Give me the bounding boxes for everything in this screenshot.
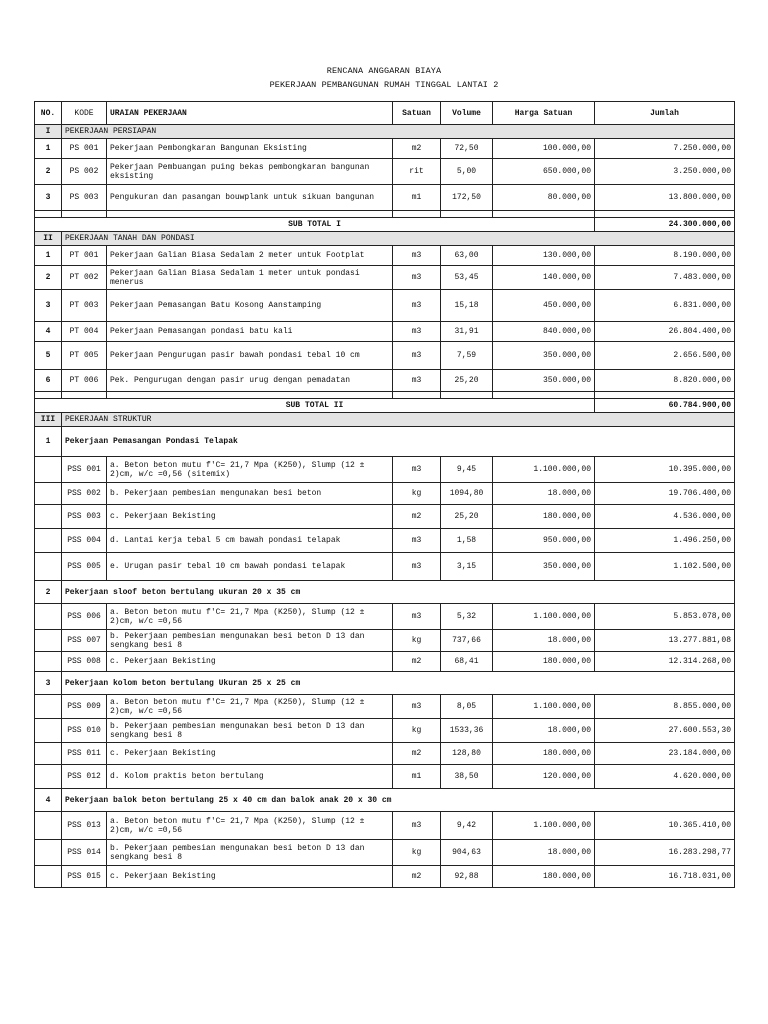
item-volume: 1533,36 — [441, 719, 493, 743]
table-body — [35, 125, 735, 888]
spacer-cell — [493, 211, 595, 218]
item-volume: 128,80 — [441, 743, 493, 765]
item-jumlah: 7.483.000,00 — [595, 266, 735, 290]
item-uraian: d. Kolom praktis beton bertulang — [107, 765, 393, 789]
item-harga-satuan: 140.000,00 — [493, 266, 595, 290]
table-row — [35, 457, 735, 483]
table-row — [35, 185, 735, 211]
table-row — [35, 370, 735, 392]
item-kode: PSS 011 — [62, 743, 107, 765]
item-satuan: m3 — [393, 457, 441, 483]
item-volume: 15,18 — [441, 290, 493, 322]
item-number: 3 — [35, 185, 62, 211]
section-label: PEKERJAAN TANAH DAN PONDASI — [62, 232, 735, 246]
header-no: NO. — [35, 102, 62, 125]
spacer-cell — [62, 211, 107, 218]
item-kode: PS 002 — [62, 159, 107, 185]
item-jumlah: 1.496.250,00 — [595, 529, 735, 553]
item-satuan: m3 — [393, 246, 441, 266]
group-row — [35, 427, 735, 457]
item-uraian: Pekerjaan Pemasangan Batu Kosong Aanstamping — [107, 290, 393, 322]
item-uraian: a. Beton beton mutu f'C= 21,7 Mpa (K250), Slump (12 ± 2)cm, w/c =0,56 — [107, 695, 393, 719]
item-uraian: Pekerjaan Pembuangan puing bekas pembongkaran bangunan eksisting — [107, 159, 393, 185]
item-uraian: c. Pekerjaan Bekisting — [107, 743, 393, 765]
item-volume: 38,50 — [441, 765, 493, 789]
table-row — [35, 604, 735, 630]
item-number — [35, 765, 62, 789]
table-row — [35, 159, 735, 185]
item-harga-satuan: 180.000,00 — [493, 505, 595, 529]
item-harga-satuan: 130.000,00 — [493, 246, 595, 266]
item-jumlah: 10.365.410,00 — [595, 812, 735, 840]
item-uraian: a. Beton beton mutu f'C= 21,7 Mpa (K250), Slump (12 ± 2)cm, w/c =0,56 (sitemix) — [107, 457, 393, 483]
item-uraian: b. Pekerjaan pembesian mengunakan besi beton D 13 dan sengkang besi 8 — [107, 719, 393, 743]
item-number — [35, 483, 62, 505]
subtotal-label: SUB TOTAL II — [35, 399, 595, 413]
document-subtitle: PEKERJAAN PEMBANGUNAN RUMAH TINGGAL LANTAI 2 — [269, 80, 499, 90]
item-harga-satuan: 18.000,00 — [493, 719, 595, 743]
group-row — [35, 581, 735, 604]
item-uraian: c. Pekerjaan Bekisting — [107, 505, 393, 529]
group-label: Pekerjaan balok beton bertulang 25 x 40 cm dan balok anak 20 x 30 cm — [62, 789, 735, 812]
item-number: 6 — [35, 370, 62, 392]
item-satuan: m3 — [393, 604, 441, 630]
header-kode: KODE — [62, 102, 107, 125]
section-number: I — [35, 125, 62, 139]
group-label: Pekerjaan kolom beton bertulang Ukuran 25 x 25 cm — [62, 672, 735, 695]
item-kode: PSS 015 — [62, 866, 107, 888]
spacer-cell — [595, 392, 735, 399]
item-uraian: b. Pekerjaan pembesian mengunakan besi beton D 13 dan sengkang besi 8 — [107, 840, 393, 866]
item-harga-satuan: 18.000,00 — [493, 630, 595, 652]
item-uraian: c. Pekerjaan Bekisting — [107, 652, 393, 672]
item-jumlah: 13.277.881,08 — [595, 630, 735, 652]
item-harga-satuan: 1.100.000,00 — [493, 457, 595, 483]
item-volume: 904,63 — [441, 840, 493, 866]
item-volume: 31,91 — [441, 322, 493, 342]
item-harga-satuan: 180.000,00 — [493, 743, 595, 765]
table-row — [35, 866, 735, 888]
table-row — [35, 322, 735, 342]
item-number — [35, 719, 62, 743]
item-kode: PSS 005 — [62, 553, 107, 581]
group-number: 4 — [35, 789, 62, 812]
spacer-cell — [441, 211, 493, 218]
item-volume: 25,20 — [441, 505, 493, 529]
item-jumlah: 5.853.078,00 — [595, 604, 735, 630]
table-row — [35, 266, 735, 290]
table-row — [35, 529, 735, 553]
item-harga-satuan: 1.100.000,00 — [493, 604, 595, 630]
item-satuan: kg — [393, 719, 441, 743]
spacer-cell — [62, 392, 107, 399]
item-harga-satuan: 350.000,00 — [493, 342, 595, 370]
subtotal-value: 24.300.000,00 — [595, 218, 735, 232]
item-volume: 9,42 — [441, 812, 493, 840]
table-row — [35, 342, 735, 370]
item-number — [35, 866, 62, 888]
item-kode: PSS 006 — [62, 604, 107, 630]
header-volume: Volume — [441, 102, 493, 125]
item-volume: 92,88 — [441, 866, 493, 888]
table-row — [35, 765, 735, 789]
item-jumlah: 7.250.000,00 — [595, 139, 735, 159]
spacer-row — [35, 392, 735, 399]
item-jumlah: 13.800.000,00 — [595, 185, 735, 211]
item-number: 2 — [35, 159, 62, 185]
item-number — [35, 695, 62, 719]
item-uraian: c. Pekerjaan Bekisting — [107, 866, 393, 888]
item-number: 1 — [35, 139, 62, 159]
item-uraian: e. Urugan pasir tebal 10 cm bawah pondasi telapak — [107, 553, 393, 581]
table-row — [35, 719, 735, 743]
item-jumlah: 6.831.000,00 — [595, 290, 735, 322]
table-header-row — [35, 102, 735, 125]
item-jumlah: 19.706.400,00 — [595, 483, 735, 505]
header-satuan: Satuan — [393, 102, 441, 125]
item-satuan: m3 — [393, 322, 441, 342]
item-satuan: m3 — [393, 290, 441, 322]
group-label: Pekerjaan Pemasangan Pondasi Telapak — [62, 427, 735, 457]
item-kode: PT 006 — [62, 370, 107, 392]
group-label: Pekerjaan sloof beton bertulang ukuran 20 x 35 cm — [62, 581, 735, 604]
item-number — [35, 630, 62, 652]
item-harga-satuan: 18.000,00 — [493, 840, 595, 866]
item-volume: 72,50 — [441, 139, 493, 159]
item-satuan: rit — [393, 159, 441, 185]
item-uraian: Pekerjaan Pengurugan pasir bawah pondasi tebal 10 cm — [107, 342, 393, 370]
item-kode: PT 003 — [62, 290, 107, 322]
section-number: II — [35, 232, 62, 246]
item-kode: PSS 004 — [62, 529, 107, 553]
item-volume: 737,66 — [441, 630, 493, 652]
subtotal-row — [35, 399, 735, 413]
item-satuan: m2 — [393, 652, 441, 672]
spacer-cell — [493, 392, 595, 399]
spacer-cell — [107, 211, 393, 218]
item-satuan: m3 — [393, 266, 441, 290]
item-jumlah: 2.656.500,00 — [595, 342, 735, 370]
table-row — [35, 483, 735, 505]
item-satuan: m3 — [393, 342, 441, 370]
group-number: 1 — [35, 427, 62, 457]
item-uraian: a. Beton beton mutu f'C= 21,7 Mpa (K250), Slump (12 ± 2)cm, w/c =0,56 — [107, 812, 393, 840]
item-jumlah: 23.184.000,00 — [595, 743, 735, 765]
item-volume: 7,59 — [441, 342, 493, 370]
item-uraian: Pekerjaan Pemasangan pondasi batu kali — [107, 322, 393, 342]
item-jumlah: 8.820.000,00 — [595, 370, 735, 392]
item-jumlah: 3.250.000,00 — [595, 159, 735, 185]
item-harga-satuan: 950.000,00 — [493, 529, 595, 553]
item-satuan: m3 — [393, 553, 441, 581]
section-number: III — [35, 413, 62, 427]
table-row — [35, 652, 735, 672]
item-harga-satuan: 1.100.000,00 — [493, 812, 595, 840]
item-jumlah: 4.620.000,00 — [595, 765, 735, 789]
table-row — [35, 246, 735, 266]
item-harga-satuan: 350.000,00 — [493, 553, 595, 581]
item-satuan: kg — [393, 630, 441, 652]
item-harga-satuan: 120.000,00 — [493, 765, 595, 789]
item-kode: PT 001 — [62, 246, 107, 266]
item-satuan: m3 — [393, 695, 441, 719]
item-number — [35, 840, 62, 866]
item-harga-satuan: 650.000,00 — [493, 159, 595, 185]
subtotal-value: 60.784.900,00 — [595, 399, 735, 413]
table-row — [35, 743, 735, 765]
item-satuan: kg — [393, 840, 441, 866]
item-harga-satuan: 840.000,00 — [493, 322, 595, 342]
subtotal-row — [35, 218, 735, 232]
item-jumlah: 1.102.500,00 — [595, 553, 735, 581]
item-jumlah: 12.314.268,00 — [595, 652, 735, 672]
table-row — [35, 695, 735, 719]
item-satuan: m2 — [393, 139, 441, 159]
item-kode: PSS 002 — [62, 483, 107, 505]
table-row — [35, 505, 735, 529]
item-number — [35, 604, 62, 630]
item-volume: 9,45 — [441, 457, 493, 483]
item-volume: 53,45 — [441, 266, 493, 290]
spacer-cell — [393, 392, 441, 399]
spacer-cell — [35, 211, 62, 218]
item-kode: PSS 013 — [62, 812, 107, 840]
item-harga-satuan: 180.000,00 — [493, 866, 595, 888]
item-number — [35, 529, 62, 553]
item-volume: 8,05 — [441, 695, 493, 719]
item-number — [35, 743, 62, 765]
item-harga-satuan: 180.000,00 — [493, 652, 595, 672]
item-volume: 1094,80 — [441, 483, 493, 505]
item-satuan: m2 — [393, 866, 441, 888]
item-satuan: m3 — [393, 812, 441, 840]
group-row — [35, 789, 735, 812]
item-kode: PT 005 — [62, 342, 107, 370]
item-harga-satuan: 450.000,00 — [493, 290, 595, 322]
spacer-cell — [35, 392, 62, 399]
item-volume: 5,32 — [441, 604, 493, 630]
item-jumlah: 8.190.000,00 — [595, 246, 735, 266]
item-harga-satuan: 1.100.000,00 — [493, 695, 595, 719]
table-row — [35, 630, 735, 652]
item-harga-satuan: 100.000,00 — [493, 139, 595, 159]
item-jumlah: 16.283.298,77 — [595, 840, 735, 866]
item-uraian: Pekerjaan Galian Biasa Sedalam 2 meter untuk Footplat — [107, 246, 393, 266]
item-uraian: d. Lantai kerja tebal 5 cm bawah pondasi telapak — [107, 529, 393, 553]
item-kode: PSS 001 — [62, 457, 107, 483]
item-kode: PSS 009 — [62, 695, 107, 719]
item-number — [35, 553, 62, 581]
item-satuan: m2 — [393, 743, 441, 765]
item-volume: 172,50 — [441, 185, 493, 211]
subtotal-label: SUB TOTAL I — [35, 218, 595, 232]
item-kode: PT 004 — [62, 322, 107, 342]
item-uraian: Pengukuran dan pasangan bouwplank untuk sikuan bangunan — [107, 185, 393, 211]
item-kode: PT 002 — [62, 266, 107, 290]
item-kode: PS 001 — [62, 139, 107, 159]
item-satuan: m3 — [393, 529, 441, 553]
item-jumlah: 27.600.553,30 — [595, 719, 735, 743]
item-number: 3 — [35, 290, 62, 322]
item-jumlah: 4.536.000,00 — [595, 505, 735, 529]
section-row — [35, 413, 735, 427]
item-harga-satuan: 18.000,00 — [493, 483, 595, 505]
item-volume: 1,58 — [441, 529, 493, 553]
item-kode: PSS 008 — [62, 652, 107, 672]
item-number: 4 — [35, 322, 62, 342]
item-kode: PSS 010 — [62, 719, 107, 743]
document-title: RENCANA ANGGARAN BIAYA — [326, 66, 442, 76]
item-jumlah: 8.855.000,00 — [595, 695, 735, 719]
item-jumlah: 10.395.000,00 — [595, 457, 735, 483]
item-kode: PSS 014 — [62, 840, 107, 866]
item-satuan: kg — [393, 483, 441, 505]
item-satuan: m2 — [393, 505, 441, 529]
table-row — [35, 812, 735, 840]
item-number: 1 — [35, 246, 62, 266]
item-kode: PSS 007 — [62, 630, 107, 652]
item-volume: 68,41 — [441, 652, 493, 672]
header-jumlah: Jumlah — [595, 102, 735, 125]
item-uraian: Pek. Pengurugan dengan pasir urug dengan pemadatan — [107, 370, 393, 392]
spacer-cell — [441, 392, 493, 399]
item-number — [35, 652, 62, 672]
item-volume: 3,15 — [441, 553, 493, 581]
table-row — [35, 840, 735, 866]
item-volume: 63,00 — [441, 246, 493, 266]
header-harga-satuan: Harga Satuan — [493, 102, 595, 125]
header-uraian: URAIAN PEKERJAAN — [107, 102, 393, 125]
item-volume: 25,20 — [441, 370, 493, 392]
item-volume: 5,00 — [441, 159, 493, 185]
section-row — [35, 125, 735, 139]
item-satuan: m1 — [393, 185, 441, 211]
section-label: PEKERJAAN PERSIAPAN — [62, 125, 735, 139]
item-harga-satuan: 350.000,00 — [493, 370, 595, 392]
group-number: 2 — [35, 581, 62, 604]
table-row — [35, 139, 735, 159]
section-row — [35, 232, 735, 246]
item-number — [35, 457, 62, 483]
item-kode: PSS 012 — [62, 765, 107, 789]
budget-table — [34, 101, 735, 888]
spacer-row — [35, 211, 735, 218]
item-satuan: m1 — [393, 765, 441, 789]
item-satuan: m3 — [393, 370, 441, 392]
spacer-cell — [393, 211, 441, 218]
item-number — [35, 505, 62, 529]
section-label: PEKERJAAN STRUKTUR — [62, 413, 735, 427]
table-row — [35, 553, 735, 581]
item-uraian: b. Pekerjaan pembesian mengunakan besi beton D 13 dan sengkang besi 8 — [107, 630, 393, 652]
group-row — [35, 672, 735, 695]
item-jumlah: 26.804.400,00 — [595, 322, 735, 342]
item-uraian: a. Beton beton mutu f'C= 21,7 Mpa (K250), Slump (12 ± 2)cm, w/c =0,56 — [107, 604, 393, 630]
item-kode: PSS 003 — [62, 505, 107, 529]
item-number: 5 — [35, 342, 62, 370]
item-number — [35, 812, 62, 840]
group-number: 3 — [35, 672, 62, 695]
spacer-cell — [595, 211, 735, 218]
item-jumlah: 16.718.031,00 — [595, 866, 735, 888]
spacer-cell — [107, 392, 393, 399]
item-uraian: Pekerjaan Galian Biasa Sedalam 1 meter untuk pondasi menerus — [107, 266, 393, 290]
item-kode: PS 003 — [62, 185, 107, 211]
table-row — [35, 290, 735, 322]
item-uraian: b. Pekerjaan pembesian mengunakan besi beton — [107, 483, 393, 505]
item-number: 2 — [35, 266, 62, 290]
item-harga-satuan: 80.000,00 — [493, 185, 595, 211]
item-uraian: Pekerjaan Pembongkaran Bangunan Eksisting — [107, 139, 393, 159]
